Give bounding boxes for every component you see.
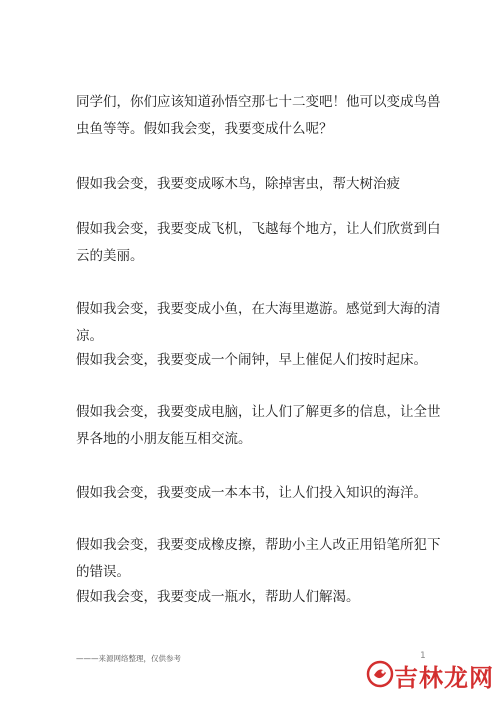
- paragraph-water: 假如我会变，我要变成一瓶水，帮助人们解渴。: [76, 589, 360, 605]
- watermark-text: 吉林龙网: [394, 664, 494, 692]
- paragraph-woodpecker: 假如我会变，我要变成啄木鸟，除掉害虫，帮大树治疲: [76, 176, 400, 192]
- page-number: 1: [420, 651, 426, 661]
- paragraph-eraser: 假如我会变，我要变成橡皮擦，帮助小主人改正用铅笔所犯下的错误。: [76, 537, 441, 580]
- paragraph-airplane: 假如我会变，我要变成飞机，飞越每个地方，让人们欣赏到白云的美丽。: [76, 221, 441, 264]
- paragraph-intro: 同学们，你们应该知道孙悟空那七十二变吧！他可以变成鸟兽虫鱼等等。假如我会变，我要变成什么呢？: [76, 94, 441, 137]
- paragraph-alarm-clock: 假如我会变，我要变成一个闹钟，早上催促人们按时起床。: [76, 352, 427, 368]
- source-footnote: ———来源网络整理，仅供参考: [76, 654, 181, 663]
- site-watermark: [366, 658, 494, 693]
- paragraph-book: 假如我会变，我要变成一本本书，让人们投入知识的海洋。: [76, 485, 427, 501]
- watermark-logo-icon: [366, 660, 394, 692]
- paragraph-computer: 假如我会变，我要变成电脑，让人们了解更多的信息，让全世界各地的小朋友能互相交流。: [76, 404, 441, 447]
- paragraph-fish: 假如我会变，我要变成小鱼，在大海里遨游。感觉到大海的清凉。: [76, 301, 441, 344]
